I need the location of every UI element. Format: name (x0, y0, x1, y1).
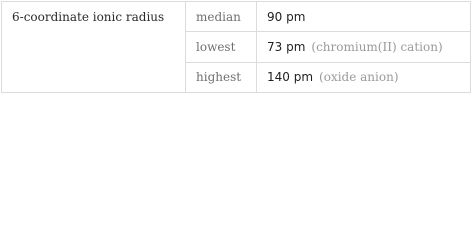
stat-value-cell-highest (257, 62, 471, 92)
property-table (1, 1, 471, 93)
property-table-container (0, 0, 473, 95)
table-row (2, 2, 471, 32)
stat-value-cell-median (257, 2, 471, 32)
stat-note-highest: (oxide anion) (319, 70, 399, 85)
stat-label-lowest: lowest (186, 32, 257, 62)
stat-label-median: median (186, 2, 257, 32)
stat-value-highest: 140 pm (267, 70, 314, 85)
stat-value-lowest: 73 pm (267, 39, 306, 54)
stat-value-cell-lowest (257, 32, 471, 62)
stat-label-highest: highest (186, 62, 257, 92)
stat-value-median: 90 pm (267, 9, 306, 24)
property-name: 6-coordinate ionic radius (2, 2, 186, 93)
stat-note-lowest: (chromium(II) cation) (311, 39, 443, 54)
